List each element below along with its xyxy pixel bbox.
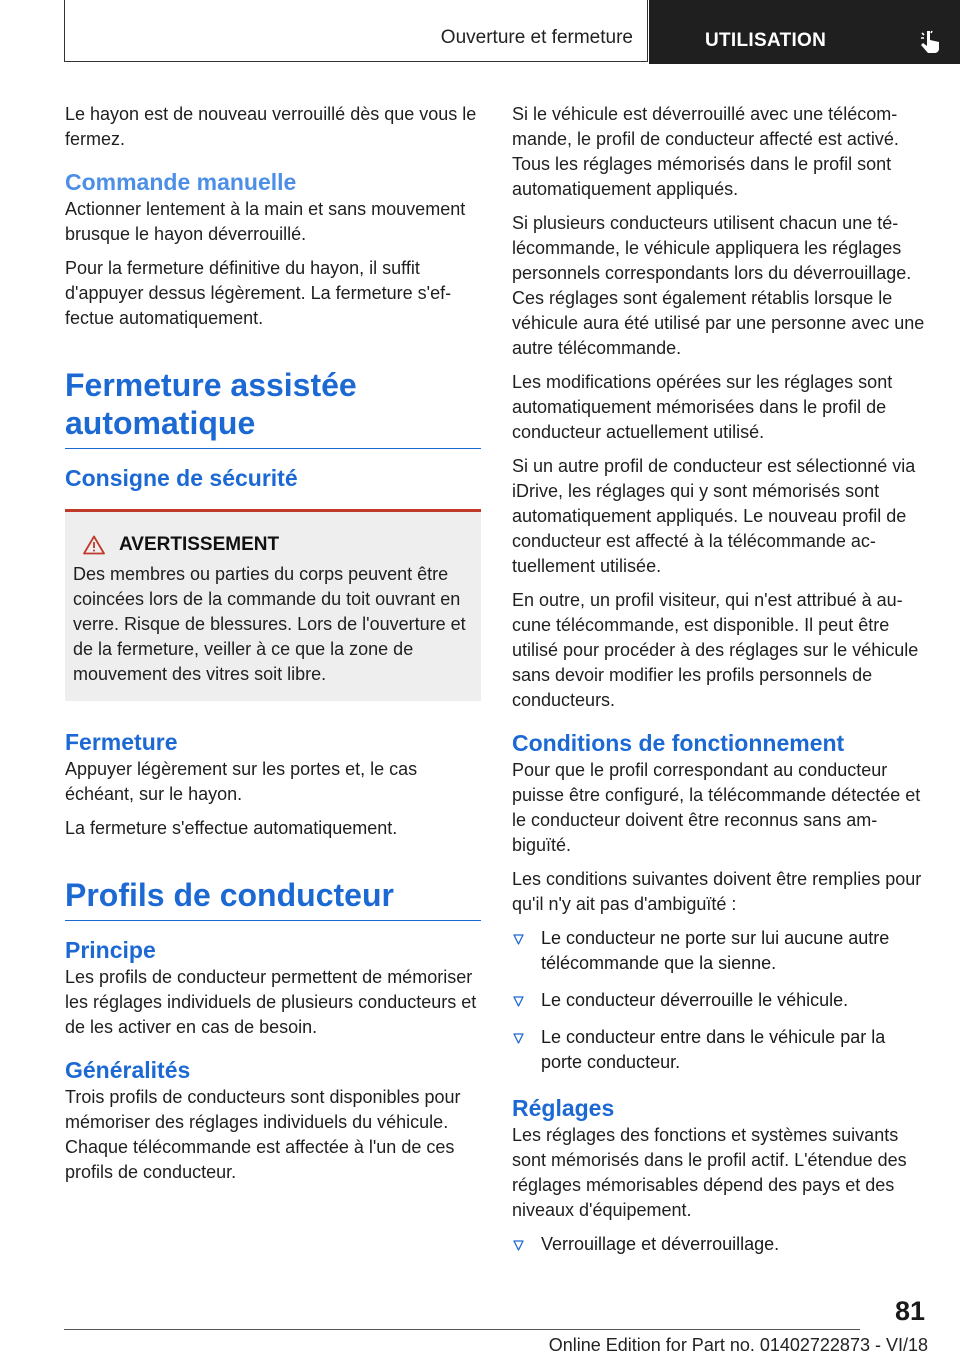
left-column bbox=[65, 102, 481, 1194]
page-header bbox=[64, 0, 960, 64]
warning-triangle-icon bbox=[83, 535, 105, 555]
section-title: Ouverture et fermeture bbox=[440, 27, 633, 48]
heading-commande-manuelle: Commande manuelle bbox=[65, 169, 297, 195]
paragraph: La fermeture s'effectue automatiquement. bbox=[65, 818, 398, 838]
footer-divider bbox=[64, 1329, 860, 1330]
list-item-text: Le conducteur ne porte sur lui aucune autre télécommande que la sienne. bbox=[541, 928, 890, 973]
list-item bbox=[512, 988, 928, 1013]
conditions-list bbox=[512, 926, 928, 1075]
paragraph: Appuyer légèrement sur les portes et, le cas échéant, sur le hayon. bbox=[65, 759, 418, 804]
chapter-title: UTILISATION bbox=[705, 30, 827, 51]
paragraph: Si plusieurs conducteurs utilisent chacun une télécommande, le véhicule appliquera les réglages personnels correspondants lors du déverrouillage. Ces réglages sont également rétablis lorsque le véhicule aura été utilisé par une personne avec une autre télécommande. bbox=[512, 213, 925, 358]
reglages-list bbox=[512, 1232, 928, 1257]
paragraph: Si un autre profil de conducteur est sélectionné via iDrive, les réglages qui y sont mémorisés sont automatiquement appliqués. Le nouveau profil de conducteur est affecté à la télécommande actuellement utilisée. bbox=[512, 456, 916, 576]
heading-profils-conducteur: Profils de conducteur bbox=[65, 876, 481, 921]
bullet-triangle-icon bbox=[513, 1240, 524, 1251]
heading-principe: Principe bbox=[65, 937, 156, 963]
chapter-tab bbox=[649, 0, 960, 64]
bullet-triangle-icon bbox=[513, 934, 524, 945]
right-column bbox=[512, 102, 928, 1269]
paragraph: Si le véhicule est déverrouillé avec une télécommande, le profil de conducteur affecté est activé. Tous les réglages mémorisés dans le profil sont automatiquement appliqués. bbox=[512, 104, 899, 199]
list-item bbox=[512, 1232, 928, 1257]
paragraph: Les réglages des fonctions et systèmes suivants sont mémorisés dans le profil actif. L'étendue des réglages mémorisables dépend des pays et des niveaux d'équipement. bbox=[512, 1125, 907, 1220]
paragraph: Les modifications opérées sur les réglages sont automatiquement mémorisées dans le profil de conducteur actuellement utilisé. bbox=[512, 372, 893, 442]
bullet-triangle-icon bbox=[513, 996, 524, 1007]
paragraph: Pour la fermeture définitive du hayon, il suffit d'appuyer dessus légèrement. La fermeture s'effectue automatiquement. bbox=[65, 258, 452, 328]
paragraph: Actionner lentement à la main et sans mouvement brusque le hayon déverrouillé. bbox=[65, 199, 466, 244]
heading-fermeture: Fermeture bbox=[65, 729, 178, 755]
heading-generalites: Généralités bbox=[65, 1057, 191, 1083]
heading-consigne-securite: Consigne de sécurité bbox=[65, 465, 298, 491]
edition-note: Online Edition for Part no. 01402722873 - VI/18 bbox=[548, 1335, 928, 1355]
warning-header bbox=[73, 534, 473, 556]
heading-conditions: Conditions de fonctionnement bbox=[512, 730, 845, 756]
paragraph: Les conditions suivantes doivent être remplies pour qu'il n'y ait pas d'ambiguïté : bbox=[512, 869, 922, 914]
paragraph: Le hayon est de nouveau verrouillé dès que vous le fermez. bbox=[65, 104, 477, 149]
warning-title: AVERTISSEMENT bbox=[119, 534, 280, 555]
paragraph: Pour que le profil correspondant au conducteur puisse être configuré, la télécommande détectée et le conducteur doivent être reconnus sans ambiguïté. bbox=[512, 760, 921, 855]
page-number: 81 bbox=[894, 1296, 925, 1326]
paragraph: Les profils de conducteur permettent de mémoriser les réglages individuels de plusieurs conducteurs et de les activer en cas de besoin. bbox=[65, 967, 477, 1037]
paragraph: En outre, un profil visiteur, qui n'est attribué à aucune télécommande, est disponible. Il peut être utilisé pour procéder à des réglages sur le véhicule sans devoir modifier les profils personnels de conducteurs. bbox=[512, 590, 919, 710]
list-item-text: Le conducteur entre dans le véhicule par la porte conducteur. bbox=[541, 1027, 886, 1072]
list-item-text: Le conducteur déverrouille le véhicule. bbox=[541, 990, 849, 1010]
heading-reglages: Réglages bbox=[512, 1095, 615, 1121]
paragraph: Trois profils de conducteurs sont disponibles pour mémoriser des réglages individuels du véhicule. Chaque télécommande est affectée à l'un de ces profils de conducteur. bbox=[65, 1087, 461, 1182]
warning-text: Des membres ou parties du corps peuvent être coincées lors de la commande du toit ouvrant en verre. Risque de blessures. Lors de l'ouverture et de la fermeture, veiller à ce que la zone de mouvement des vitres soit libre. bbox=[73, 564, 466, 684]
list-item bbox=[512, 926, 928, 976]
list-item bbox=[512, 1025, 928, 1075]
section-tab bbox=[64, 0, 648, 62]
list-item-text: Verrouillage et déverrouillage. bbox=[541, 1234, 780, 1254]
warning-box bbox=[65, 509, 481, 701]
hand-pointer-icon bbox=[918, 28, 944, 54]
bullet-triangle-icon bbox=[513, 1033, 524, 1044]
heading-fermeture-assistee: Fermeture assistée automatique bbox=[65, 366, 481, 449]
